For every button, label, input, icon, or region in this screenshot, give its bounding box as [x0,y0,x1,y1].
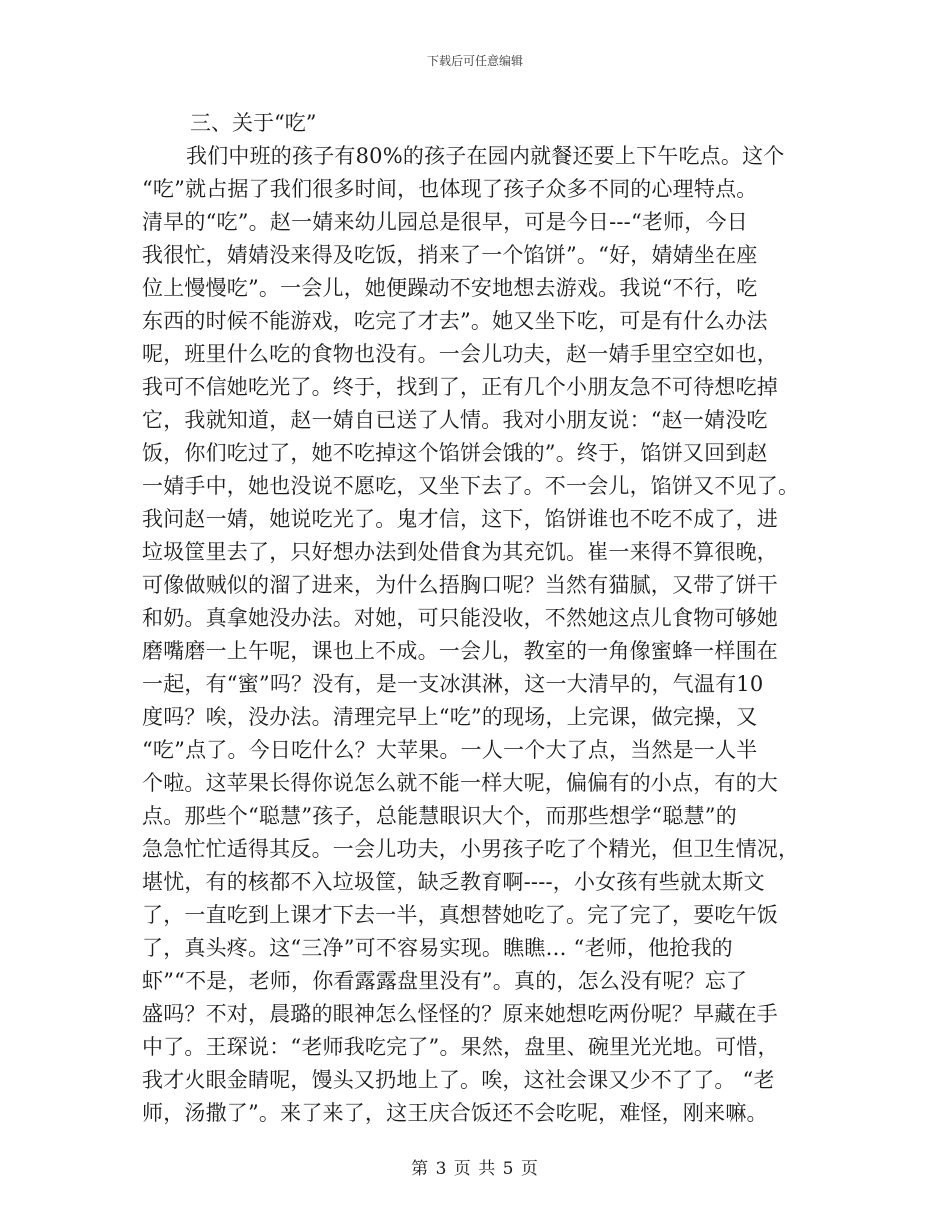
text-line: “吃”点了。今日吃什么？大苹果。一人一个大了点，当然是一人半 [142,738,758,762]
text-line: 磨嘴磨一上午呢，课也上不成。一会儿，教室的一角像蜜蜂一样围在 [142,639,778,663]
text-line: 和奶。真拿她没办法。对她，可只能没收，不然她这点儿食物可够她 [142,606,778,630]
page-number: 第 3 页 共 5 页 [411,1159,539,1179]
text-line: 我可不信她吃光了。终于，找到了，正有几个小朋友急不可待想吃掉 [142,375,778,399]
page-footer [0,1154,950,1179]
page-header [0,52,950,69]
text-line: 我问赵一婧，她说吃光了。鬼才信，这下，馅饼谁也不吃不成了，进 [142,507,778,531]
text-line: 了，一直吃到上课才下去一半，真想替她吃了。完了完了，要吃午饭 [142,903,778,927]
section-title: 三、关于“吃” [190,111,317,135]
text-line: 度吗？唉，没办法。清理完早上“吃”的现场，上完课，做完操，又 [142,705,758,729]
text-line: “吃”就占据了我们很多时间，也体现了孩子众多不同的心理特点。 [142,177,758,201]
text-line: 虾”“不是，老师，你看露露盘里没有”。真的，怎么没有呢？忘了 [142,969,748,993]
text-line: 师，汤撒了”。来了来了，这王庆合饭还不会吃呢，难怪，刚来嘛。 [142,1101,768,1125]
text-line: 个啦。这苹果长得你说怎么就不能一样大呢，偏偏有的小点，有的大 [142,771,778,795]
document-body [142,107,808,1130]
text-line: 一婧手中，她也没说不愿吃，又坐下去了。不一会儿，馅饼又不见了。 [142,474,800,498]
text-line: 呢，班里什么吃的食物也没有。一会儿功夫，赵一婧手里空空如也， [142,342,778,366]
text-line: 了，真头疼。这“三净”可不容易实现。瞧瞧… “老师，他抢我的 [142,936,733,960]
text-line: 我才火眼金睛呢，馒头又扔地上了。唉，这社会课又少不了了。 “老 [142,1068,775,1092]
paragraph-lines [142,140,808,1130]
text-line: 点。那些个“聪慧”孩子，总能慧眼识大个，而那些想学“聪慧”的 [142,804,737,828]
text-line: 急急忙忙适得其反。一会儿功夫，小男孩子吃了个精光，但卫生情况， [142,837,800,861]
text-line: 一起，有“蜜”吗？没有，是一支冰淇淋，这一大清早的，气温有10 [142,672,764,696]
text-line: 清早的“吃”。赵一婧来幼儿园总是很早，可是今日---“老师，今日 [142,210,748,234]
text-line: 堪忧，有的核都不入垃圾筐，缺乏教育啊----，小女孩有些就太斯文 [142,870,765,894]
text-line: 饭，你们吃过了，她不吃掉这个馅饼会饿的”。终于，馅饼又回到赵 [142,441,768,465]
text-line: 我很忙，婧婧没来得及吃饭，捎来了一个馅饼”。“好，婧婧坐在座 [142,243,758,267]
text-line: 可像做贼似的溜了进来，为什么捂胸口呢？当然有猫腻，又带了饼干 [142,573,778,597]
text-line: 位上慢慢吃”。一会儿，她便躁动不安地想去游戏。我说“不行，吃 [142,276,758,300]
text-line: 盛吗？不对，晨璐的眼神怎么怪怪的？原来她想吃两份呢？早藏在手 [142,1002,778,1026]
text-line: 它，我就知道，赵一婧自已送了人情。我对小朋友说：“赵一婧没吃 [142,408,768,432]
text-line: 东西的时候不能游戏，吃完了才去”。她又坐下吃，可是有什么办法 [142,309,768,333]
header-note: 下载后可任意编辑 [426,54,523,68]
text-line: 中了。王琛说：“老师我吃完了”。果然，盘里、碗里光光地。可惜， [142,1035,779,1059]
text-line: 我们中班的孩子有80%的孩子在园内就餐还要上下午吃点。这个 [186,144,785,168]
text-line: 垃圾筐里去了，只好想办法到处借食为其充饥。崔一来得不算很晚， [142,540,778,564]
